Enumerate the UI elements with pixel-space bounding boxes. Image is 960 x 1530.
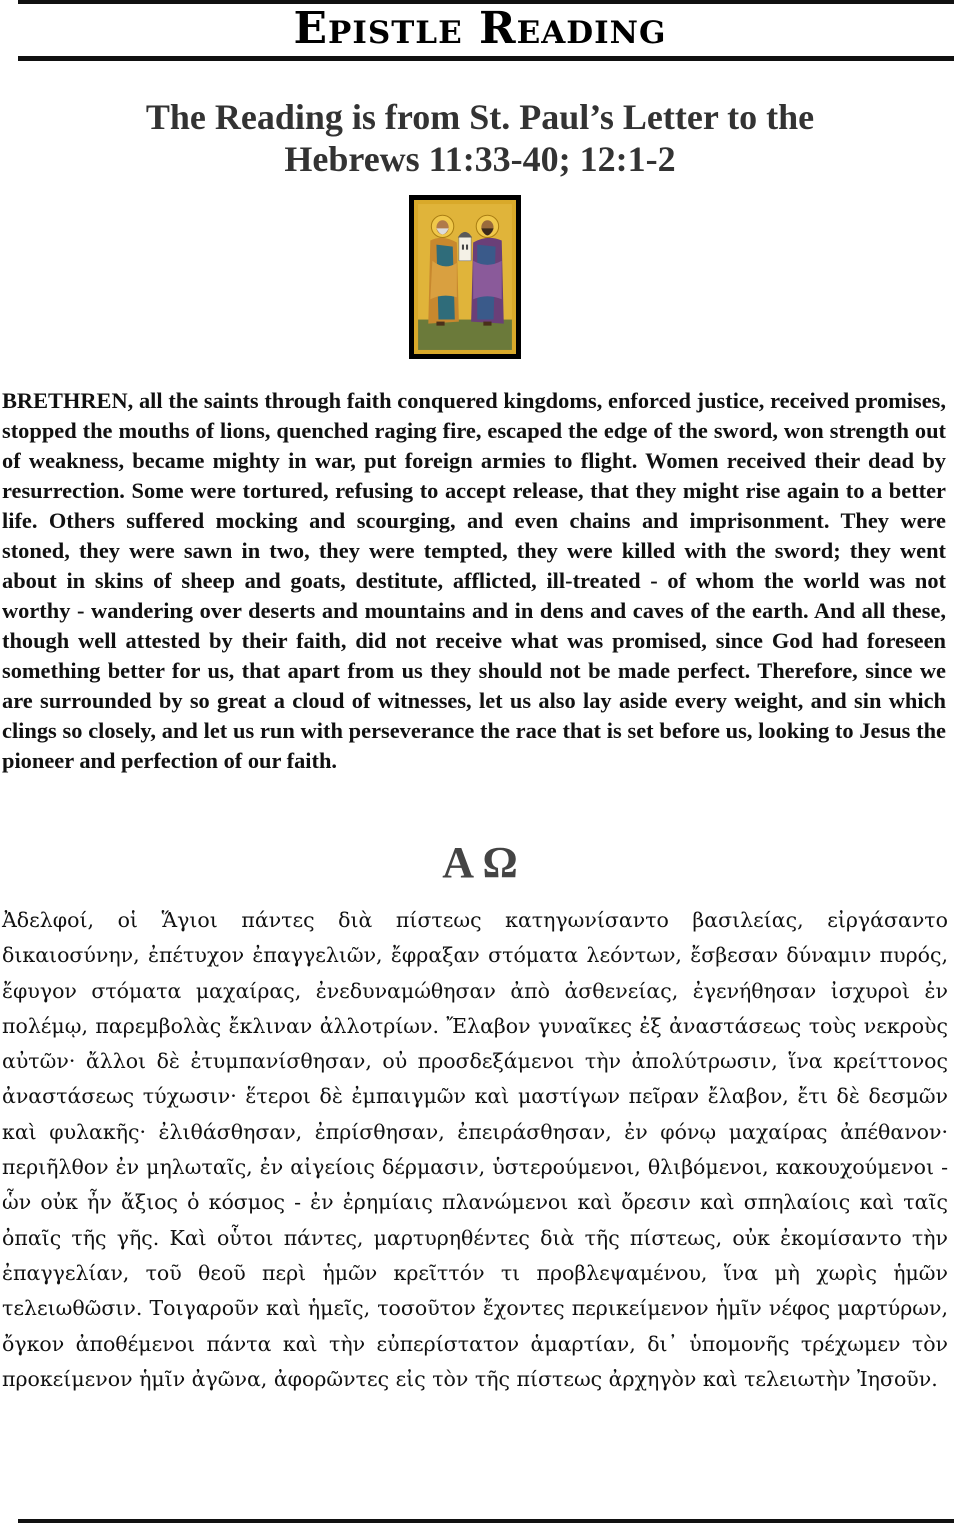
icon-painting bbox=[414, 200, 516, 354]
epistle-text-english: BRETHREN, all the saints through faith conquered kingdoms, enforced justice, received promises, stopped the mouths of lions, quenched raging fire, escaped the edge of the sword, won strength out of weakness, became mighty in war, put foreign armies to flight. Women received their dead by resurrection. Some were tortured, refusing to accept release, that they might rise again to a better life. Others suffered mocking and scourging, and even chains and imprisonment. They were stoned, they were sawn in two, they were tempted, they were killed with the sword; they went about in skins of sheep and goats, destitute, afflicted, ill-treated - of whom the world was not worthy - wandering over deserts and mountains and in dens and caves of the earth. And all these, though well attested by their faith, did not receive what was promised, since God had foreseen something better for us, that apart from us they should not be made perfect. Therefore, since we are surrounded by so great a cloud of witnesses, let us also lay aside every weight, and sin which clings so closely, and let us run with perseverance the race that is set before us, looking to Jesus the pioneer and perfection of our faith. bbox=[2, 388, 946, 773]
subtitle-line-2: Hebrews 11:33-40; 12:1-2 bbox=[284, 139, 676, 179]
epistle-text-greek: Ἀδελφοί, οἱ Ἅγιοι πάντες διὰ πίστεως κατηγωνίσαντο βασιλείας, εἰργάσαντο δικαιοσύνην, ἐπέτυχον ἐπαγγελιῶν, ἔφραξαν στόματα λεόντων, ἔσβεσαν δύναμιν πυρός, ἔφυγον στόματα μαχαίρας, ἐνεδυναμώθησαν ἀπὸ ἀσθενείας, ἐγενήθησαν ἰσχυροὶ ἐν πολέμῳ, παρεμβολὰς ἔκλιναν ἀλλοτρίων. Ἔλαβον γυναῖκες ἐξ ἀναστάσεως τοὺς νεκροὺς αὐτῶν· ἄλλοι δὲ ἐτυμπανίσθησαν, οὐ προσδεξάμενοι τὴν ἀπολύτρωσιν, ἵνα κρείττονος ἀναστάσεως τύχωσιν· ἕτεροι δὲ ἐμπαιγμῶν καὶ μαστίγων πεῖραν ἔλαβον, ἔτι δὲ δεσμῶν καὶ φυλακῆς· ἐλιθάσθησαν, ἐπρίσθησαν, ἐπειράσθησαν, ἐν φόνῳ μαχαίρας ἀπέθανον· περιῆλθον ἐν μηλωταῖς, ἐν αἰγείοις δέρμασιν, ὑστερούμενοι, θλιβόμενοι, κακουχούμενοι - ὧν οὐκ ἦν ἄξιος ὁ κόσμος - ἐν ἐρημίαις πλανώμενοι καὶ ὄρεσιν καὶ σπηλαίοις καὶ ταῖς ὀπαῖς τῆς γῆς. Καὶ οὗτοι πάντες, μαρτυρηθέντες διὰ τῆς πίστεως, οὐκ ἐκομίσαντο τὴν ἐπαγγελίαν, τοῦ θεοῦ περὶ ἡμῶν κρεῖττόν τι προβλεψαμένου, ἵνα μὴ χωρὶς ἡμῶν τελειωθῶσιν. Τοιγαροῦν καὶ ἡμεῖς, τοσοῦτον ἔχοντες περικείμενον ἡμῖν νέφος μαρτύρων, ὄγκον ἀποθέμενοι πάντα καὶ τὴν εὐπερίστατον ἁμαρτίαν, δι᾽ ὑπομονῆς τρέχωμεν τὸν προκείμενον ἡμῖν ἀγῶνα, ἀφορῶντες εἰς τὸν τῆς πίστεως ἀρχηγὸν καὶ τελειωτὴν Ἰησοῦν. bbox=[2, 908, 948, 1391]
title-underline-rule bbox=[18, 56, 954, 61]
page-title: Epistle Reading bbox=[293, 3, 667, 54]
alpha-omega-symbol: Α Ω bbox=[442, 838, 518, 887]
reading-subtitle bbox=[60, 96, 900, 180]
bottom-rule bbox=[18, 1519, 954, 1523]
saints-peter-and-paul-icon-image bbox=[409, 195, 521, 359]
subtitle-line-1: The Reading is from St. Paul’s Letter to the bbox=[145, 97, 815, 137]
